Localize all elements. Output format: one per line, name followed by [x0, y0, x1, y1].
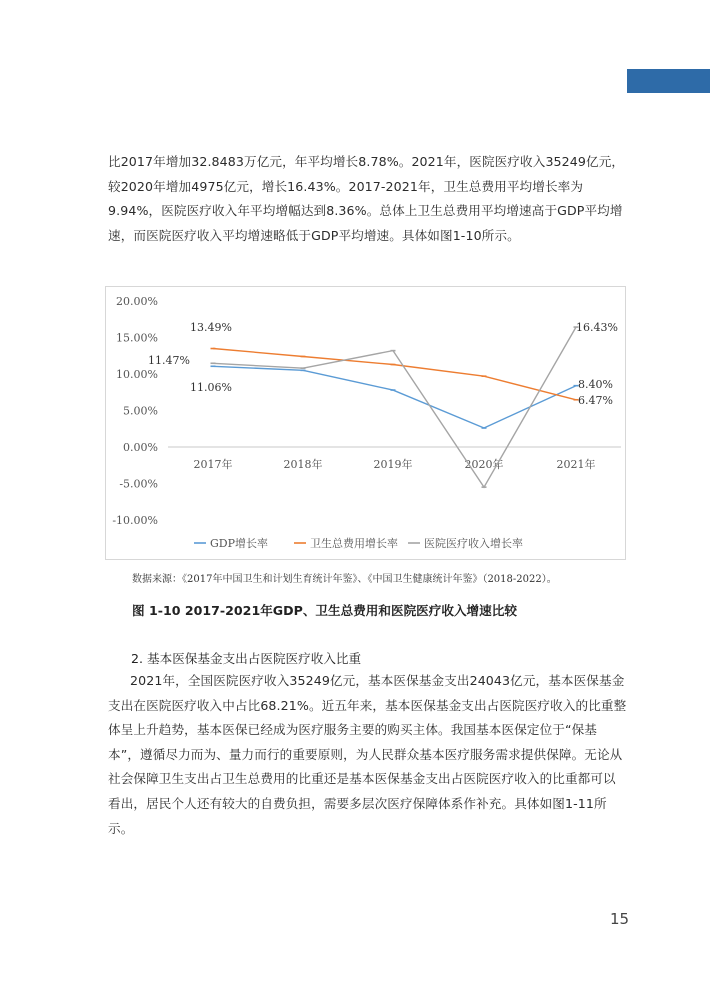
y-tick-label: 5.00%: [123, 404, 158, 418]
legend-label: 医院医疗收入增长率: [424, 537, 523, 550]
figure-caption: 图 1-10 2017-2021年GDP、卫生总费用和医院医疗收入增速比较: [132, 603, 517, 618]
series-line-2: [213, 349, 576, 400]
paragraph-1: 比2017年增加32.8483万亿元，年平均增长8.78%。2021年，医院医疗收入35249亿元，较2020年增加4975亿元，增长16.43%。2017-2021年，卫生总费用平均增长率为9.94%，医院医疗收入年平均增幅达到8.36%。总体上卫生总费用平均增速高于GDP平均增速，而医院医疗收入平均增速略低于GDP平均增速。具体如图1-10所示。: [108, 154, 625, 243]
x-tick-labels: [194, 457, 596, 471]
data-label: 13.49%: [190, 321, 232, 334]
legend-label: GDP增长率: [210, 537, 269, 550]
y-tick-label: 20.00%: [116, 295, 158, 308]
x-tick-label: 2020年: [464, 458, 504, 471]
data-label: 11.47%: [148, 354, 190, 367]
growth-rate-chart: [105, 286, 626, 560]
y-tick-labels: [112, 295, 158, 527]
data-label: 11.06%: [190, 381, 232, 394]
paragraph-2-text: 2021年，全国医院医疗收入35249亿元，基本医保基金支出24043亿元，基本医保基金支出在医院医疗收入中占比68.21%。近五年来，基本医保基金支出占医院医疗收入的比重整体呈上升趋势，基本医保已经成为医疗服务主要的购买主体。我国基本医保定位于“保基本”，遵循尽力而为、量力而行的重要原则，为人民群众基本医疗服务需求提供保障。无论从社会保障卫生支出占卫生总费用的比重还是基本医保基金支出占医院医疗收入的比重都可以看出，居民个人还有较大的自费负担，需要多层次医疗保障体系作补充。具体如图1-11所示。: [108, 673, 627, 836]
x-tick-label: 2019年: [373, 458, 413, 471]
y-tick-label: 0.00%: [123, 441, 158, 454]
paragraph-2: [108, 669, 628, 841]
x-tick-label: 2018年: [283, 458, 323, 471]
data-label: 6.47%: [578, 394, 613, 407]
data-label: 16.43%: [576, 321, 618, 334]
section-heading: 2. 基本医保基金支出占医院医疗收入比重: [131, 651, 362, 666]
data-source-note: 数据来源：《2017年中国卫生和计划生育统计年鉴》、《中国卫生健康统计年鉴》（2018-2022）。: [132, 574, 557, 585]
data-label: 8.40%: [578, 378, 613, 391]
legend-label: 卫生总费用增长率: [310, 537, 398, 550]
y-tick-label: -5.00%: [119, 477, 158, 491]
x-tick-label: 2021年: [556, 458, 596, 471]
y-tick-label: -10.00%: [112, 514, 158, 527]
legend: [194, 536, 523, 550]
series-line-1: [213, 366, 576, 428]
corner-accent-tab: [627, 69, 710, 93]
page-number: 15: [610, 910, 630, 928]
chart-svg: [106, 287, 625, 559]
x-tick-label: 2017年: [193, 458, 233, 471]
y-tick-label: 15.00%: [116, 331, 158, 345]
y-tick-label: 10.00%: [116, 368, 158, 381]
